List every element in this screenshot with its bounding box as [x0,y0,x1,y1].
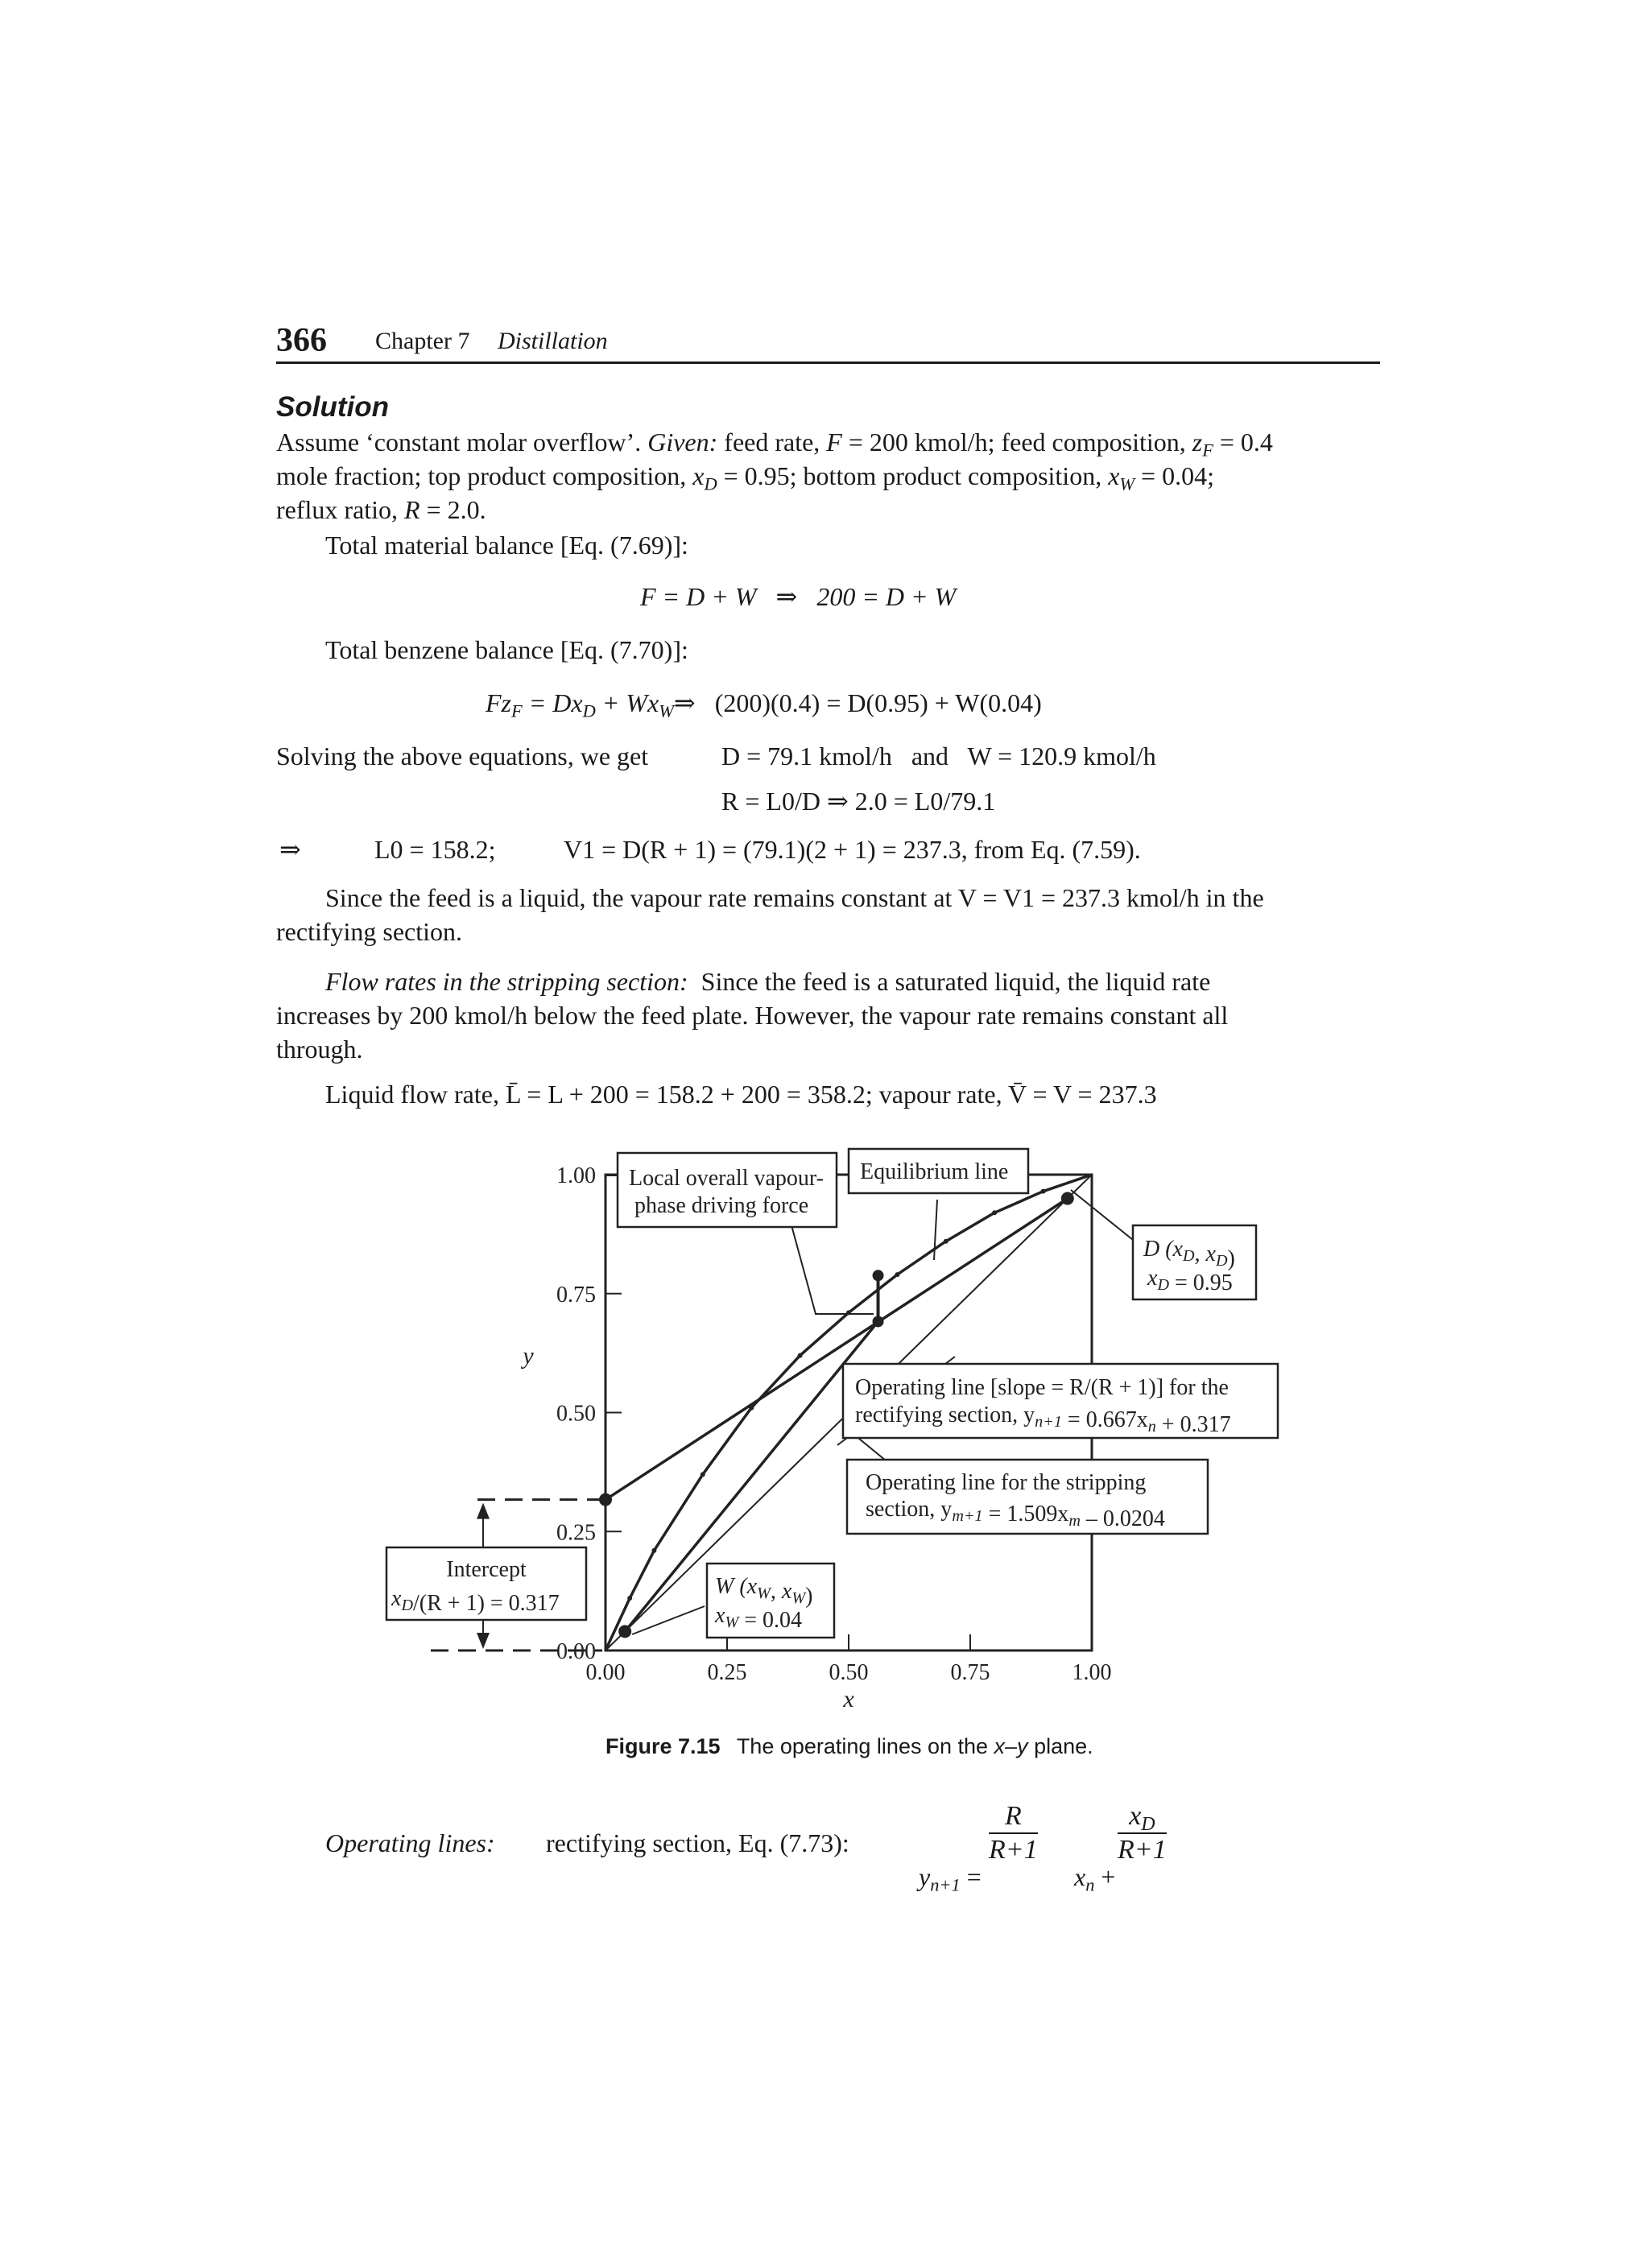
y-axis-label: y [523,1342,534,1369]
operating-lines-lead: Operating lines: [325,1828,495,1857]
intercept-arrow-down [477,1633,490,1649]
equation-v1: V1 = D(R + 1) = (79.1)(2 + 1) = 237.3, from Eq. (7.59). [564,835,1141,864]
intercept-label-1: Intercept [446,1557,527,1582]
rectifying-label-2: rectifying section, $y_{n+1} = 0.667x_n + 0.317$ [855,1403,1231,1437]
d-value-label: $x_D = 0.95$ [1147,1266,1233,1295]
page-number: 366 [276,322,327,359]
driving-force-leader [791,1225,874,1314]
equilibrium-point [992,1210,997,1215]
equilibrium-label: Equilibrium line [860,1159,1009,1184]
solving-result: D = 79.1 kmol/h and W = 120.9 kmol/h [721,742,1156,770]
driving-force-top [873,1270,884,1281]
w-point-label: W ($x_W$, $x_W$) [715,1574,813,1609]
equilibrium-point [627,1596,632,1601]
driving-force-label-1: Local overall vapour- [629,1166,824,1191]
d-point-leader [1071,1190,1133,1240]
benzene-balance-label: Total benzene balance [Eq. (7.70)]: [325,635,688,664]
y-tick-label: 0.50 [556,1401,596,1427]
strip-paragraph-line-2: increases by 200 kmol/h below the feed plate. However, the vapour rate remains constant all [276,1001,1229,1030]
fraction-r-over-r1: $\frac{R}{R+1}$ [989,1801,1038,1865]
rectifying-label-1: Operating line [slope = R/(R + 1)] for the [855,1375,1229,1400]
y-tick-label: 0.00 [556,1639,596,1664]
equilibrium-point [895,1272,899,1277]
operating-lines-lhs: $y_{n+1}$ = [919,1862,988,1895]
equilibrium-point [1041,1189,1046,1194]
stripping-label-2: section, $y_{m+1} = 1.509x_m - 0.0204$ [866,1497,1165,1531]
material-balance-label: Total material balance [Eq. (7.69)]: [325,531,688,560]
intro-line-3: reflux ratio, R = 2.0. [276,495,486,524]
figure-caption: Figure 7.15 The operating lines on the x–y plane. [605,1734,1093,1758]
intro-line-1: Assume ‘constant molar overflow’. Given: feed rate, F = 200 kmol/h; feed composition, $z_F = 0.4$ [276,428,1273,461]
liquid-flow-line: Liquid flow rate, L̄ = L + 200 = 158.2 + 200 = 358.2; vapour rate, V̄ = V = 237.3 [325,1080,1157,1109]
equilibrium-point [944,1239,948,1244]
feed-paragraph-line-1: Since the feed is a liquid, the vapour rate remains constant at V = V1 = 237.3 kmol/h in the [325,883,1264,912]
x-tick-label: 0.25 [707,1660,747,1685]
operating-lines-text: rectifying section, Eq. (7.73): [546,1828,849,1857]
y-tick-label: 0.75 [556,1282,596,1308]
figure-caption-label: Figure 7.15 [605,1734,721,1758]
w-value-label: $x_W = 0.04$ [715,1603,803,1633]
implies-arrow: ⇒ [279,835,301,864]
equilibrium-point [749,1406,754,1411]
equation-l0: L0 = 158.2; [374,835,496,864]
equilibrium-point [798,1353,803,1358]
x-tick-label: 0.75 [950,1660,990,1685]
x-tick-label: 1.00 [1072,1660,1112,1685]
x-axis-label: x [843,1686,854,1712]
strip-paragraph-line-1: Flow rates in the stripping section: Since the feed is a saturated liquid, the liquid rate [325,967,1211,996]
x-tick-label: 0.50 [829,1660,869,1685]
solution-heading: Solution [276,391,389,423]
intercept-arrow-up [477,1503,490,1519]
driving-force-bottom [873,1316,884,1327]
strip-paragraph-line-3: through. [276,1035,363,1064]
x-tick-label: 0.00 [585,1660,626,1685]
equilibrium-point [701,1472,705,1477]
solving-line: Solving the above equations, we get [276,742,649,770]
intercept-label-2: $x_D/(R + 1) = 0.317$ [391,1586,560,1616]
equation-benzene-balance: $Fz_F = Dx_D$ + $Wx_W\Rightarrow$ (200)(0.4) = D(0.95) + W(0.04) [486,688,1042,721]
y-tick-label: 1.00 [556,1163,596,1188]
feed-paragraph-line-2: rectifying section. [276,917,463,946]
rectifying-operating-line [605,1199,1068,1500]
point-w [618,1625,631,1638]
point-d [1061,1192,1074,1205]
stripping-label-1: Operating line for the stripping [866,1470,1147,1495]
equation-reflux: R = L0/D ⇒ 2.0 = L0/79.1 [721,787,996,816]
operating-lines-xn: $x_n$ + [1074,1862,1122,1895]
chapter-title: Distillation [498,328,608,354]
equation-total-balance: F = D + W ⇒ 200 = D + W [640,582,957,611]
chapter-label: Chapter 7 [375,328,470,354]
y-tick-label: 0.25 [556,1520,596,1546]
equilibrium-leader [934,1200,937,1260]
driving-force-label-2: phase driving force [634,1193,809,1218]
intro-line-2: mole fraction; top product composition, $x_D = 0.95$; bottom product composition, $x_W = 0.04$; [276,461,1214,494]
fraction-xd-over-r1: $\frac{x_D}{R+1}$ [1118,1801,1167,1865]
equilibrium-point [651,1548,656,1553]
d-point-label: D ($x_D$, $x_D$) [1143,1237,1235,1271]
